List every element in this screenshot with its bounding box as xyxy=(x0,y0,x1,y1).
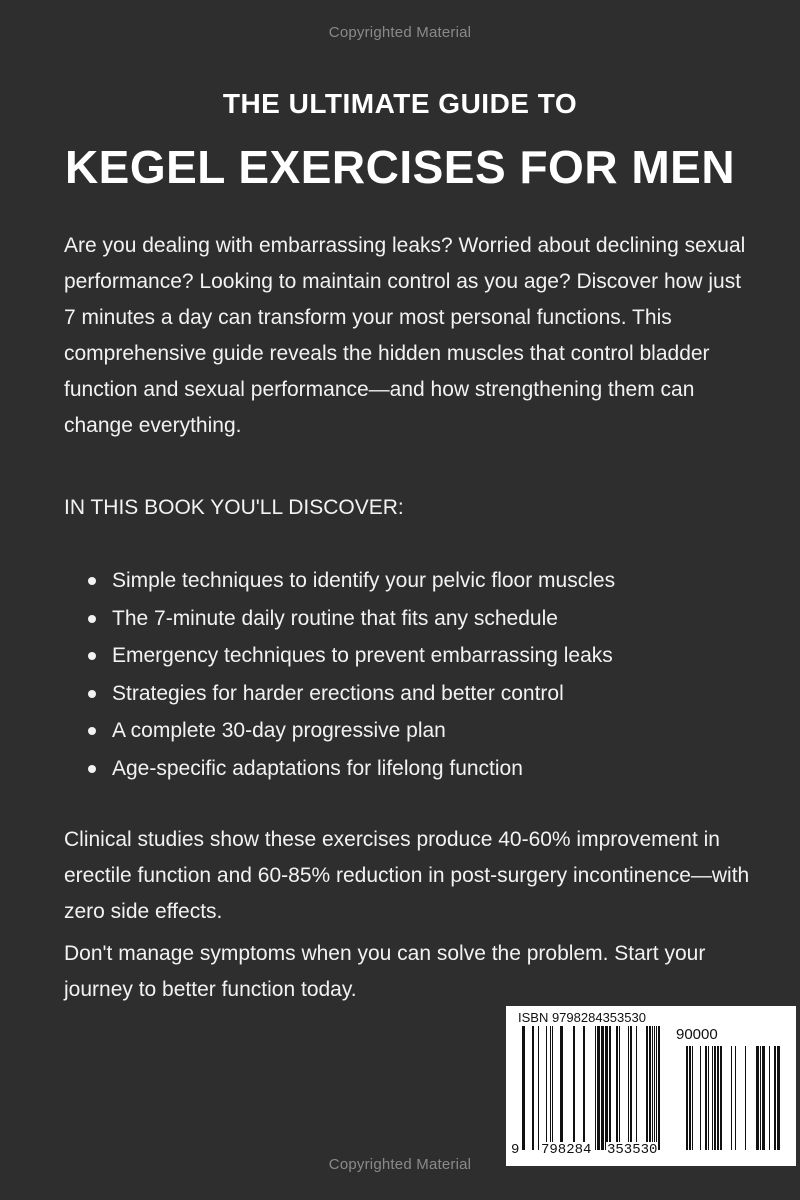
main-barcode-bars xyxy=(522,1026,670,1150)
bullet-icon xyxy=(88,765,96,773)
bullet-icon xyxy=(88,727,96,735)
watermark-bottom: Copyrighted Material xyxy=(328,1156,472,1173)
isbn-barcode xyxy=(506,1006,796,1166)
bullet-icon xyxy=(88,652,96,660)
bullet-text: The 7-minute daily routine that fits any schedule xyxy=(112,606,558,630)
bullet-icon xyxy=(88,615,96,623)
bullet-text: Emergency techniques to prevent embarrassing leaks xyxy=(112,644,613,667)
bullet-item xyxy=(64,562,754,600)
bullet-text: Strategies for harder erections and better control xyxy=(112,681,564,705)
bullet-list xyxy=(64,562,754,787)
barcode-digits-group-2: 353530 xyxy=(607,1142,658,1158)
discover-heading: IN THIS BOOK YOU'LL DISCOVER: xyxy=(64,496,404,519)
closing-paragraph: Don't manage symptoms when you can solve the problem. Start your journey to better function today. xyxy=(64,942,706,1001)
bullet-item xyxy=(64,600,754,638)
bullet-text: A complete 30-day progressive plan xyxy=(112,719,446,742)
bullet-item xyxy=(64,637,754,675)
isbn-label: ISBN 9798284353530 xyxy=(518,1010,646,1025)
bullet-item xyxy=(64,675,754,713)
bullet-icon xyxy=(88,690,96,698)
bullet-icon xyxy=(88,577,96,585)
bullet-text: Simple techniques to identify your pelvic floor muscles xyxy=(112,569,616,592)
barcode-digit-lead: 9 xyxy=(511,1142,520,1158)
addon-barcode-bars xyxy=(676,1046,782,1150)
price-code: 90000 xyxy=(676,1026,718,1043)
watermark-top: Copyrighted Material xyxy=(328,24,472,41)
intro-paragraph: Are you dealing with embarrassing leaks? Worried about declining sexual performance? Looking to maintain control as you age? Discover how just 7 minutes a day can transform your most personal functions. This comprehensive guide reveals the hidden muscles that control bladder function and sexual performance—and how strengthening them can change everything. xyxy=(64,234,746,437)
clinical-paragraph: Clinical studies show these exercises produce 40-60% improvement in erectile function and 60-85% reduction in post-surgery incontinence—with zero side effects. xyxy=(64,828,750,923)
title-line-1: THE ULTIMATE GUIDE TO xyxy=(222,88,578,119)
title-line-2: KEGEL EXERCISES FOR MEN xyxy=(64,141,736,193)
bullet-item xyxy=(64,750,754,788)
bullet-item xyxy=(64,712,754,750)
barcode-digits-group-1: 798284 xyxy=(541,1142,592,1158)
bullet-text: Age-specific adaptations for lifelong function xyxy=(112,756,523,780)
